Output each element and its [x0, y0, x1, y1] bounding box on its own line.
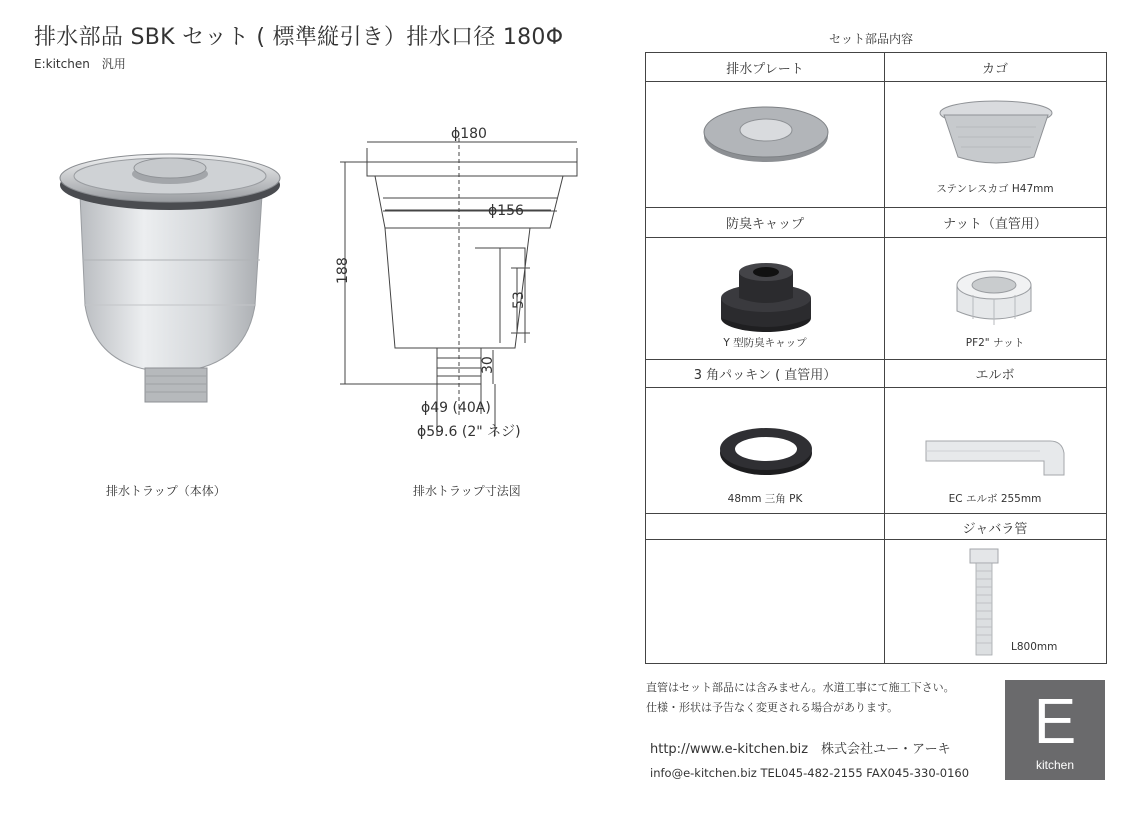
- part-label-odor-cap: 防臭キャップ: [725, 217, 804, 232]
- dim-height: 188: [335, 257, 351, 284]
- drain-trap-illustration: [50, 140, 300, 410]
- part-caption-bellows-pipe: L800mm: [1011, 641, 1058, 653]
- drain-trap-dimension-diagram: [325, 118, 595, 448]
- photo-caption: 排水トラップ（本体）: [106, 484, 226, 498]
- table-rule: [646, 359, 1106, 360]
- part-caption-triangle-packing: 48mm 三角 PK: [727, 493, 803, 505]
- parts-table: [645, 52, 1107, 664]
- page-subtitle: E:kitchen 汎用: [34, 57, 126, 71]
- table-rule: [646, 237, 1106, 238]
- table-rule: [646, 207, 1106, 208]
- table-column-divider: [884, 53, 885, 663]
- dim-outlet-height: 30: [480, 356, 496, 374]
- part-label-bellows-pipe: ジャバラ管: [962, 522, 1028, 537]
- dim-thread-diameter: ϕ59.6 (2" ネジ): [417, 424, 521, 440]
- basket-image: [936, 97, 1056, 169]
- part-label-drain-plate: 排水プレート: [726, 62, 804, 77]
- drain-plate-image: [696, 98, 836, 168]
- part-caption-odor-cap: Y 型防臭キャップ: [723, 337, 807, 349]
- dim-top-width: ϕ180: [451, 126, 487, 142]
- bellows-pipe-image: [966, 547, 1006, 659]
- table-rule: [646, 387, 1106, 388]
- part-caption-nut: PF2" ナット: [965, 337, 1025, 349]
- drain-trap-photo: [50, 140, 300, 410]
- dim-outlet-diameter: ϕ49 (40A): [421, 400, 491, 416]
- contact-email-phone[interactable]: info@e-kitchen.biz TEL045-482-2155 FAX045-330-0160: [650, 766, 970, 780]
- parts-table-heading: セット部品内容: [829, 32, 914, 46]
- logo-word: kitchen: [1035, 758, 1075, 772]
- logo-letter: E: [1033, 685, 1077, 757]
- notes: [646, 678, 955, 718]
- table-rule: [646, 539, 1106, 540]
- dim-mid-height: 53: [511, 291, 527, 309]
- contact-website-company[interactable]: http://www.e-kitchen.biz 株式会社ユー・アーキ: [650, 742, 951, 757]
- part-caption-elbow: EC エルボ 255mm: [948, 493, 1042, 505]
- part-label-nut: ナット（直管用）: [943, 217, 1047, 232]
- page-title: 排水部品 SBK セット ( 標準縦引き）排水口径 180Φ: [34, 25, 564, 50]
- dim-inner-width: ϕ156: [488, 203, 524, 219]
- note-line-1: 直管はセット部品には含みません。水道工事にて施工下さい。: [646, 681, 955, 694]
- elbow-image: [922, 431, 1072, 481]
- part-label-elbow: エルボ: [975, 368, 1015, 383]
- nut-image: [951, 265, 1037, 329]
- note-line-2: 仕様・形状は予告なく変更される場合があります。: [646, 701, 899, 714]
- dimension-drawing: [325, 118, 595, 448]
- table-rule: [646, 81, 1106, 82]
- diagram-caption: 排水トラップ寸法図: [413, 484, 521, 498]
- triangle-packing-image: [716, 421, 816, 479]
- odor-cap-image: [711, 258, 821, 338]
- part-label-basket: カゴ: [981, 62, 1008, 77]
- ekitchen-logo: [1005, 680, 1105, 780]
- part-caption-basket: ステンレスカゴ H47mm: [936, 183, 1054, 195]
- table-rule: [646, 513, 1106, 514]
- part-label-triangle-packing: 3 角パッキン ( 直管用）: [693, 368, 837, 383]
